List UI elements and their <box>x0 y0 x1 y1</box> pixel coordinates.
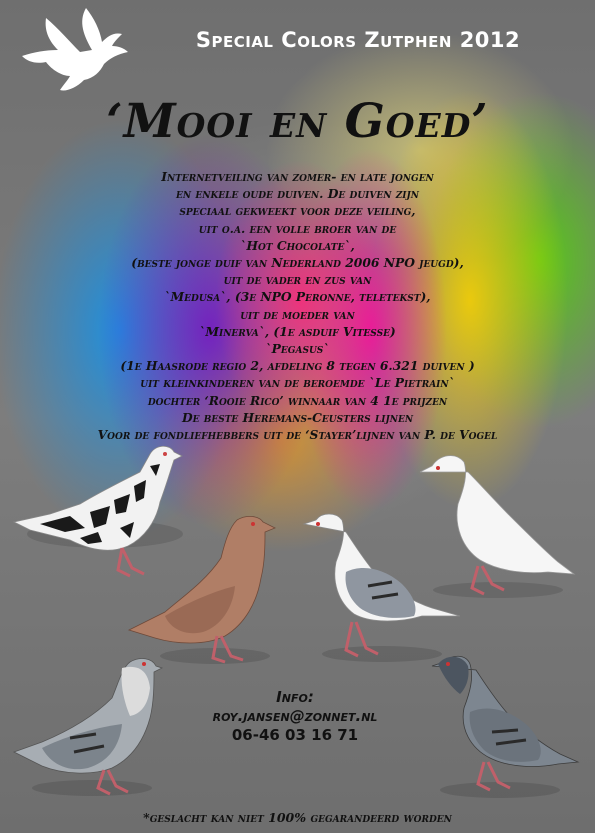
phone-number: 06-46 03 16 71 <box>231 726 359 744</box>
pigeon-grizzle-icon <box>12 654 164 798</box>
description-line: uit de moeder van <box>240 306 355 322</box>
dove-logo-icon <box>22 6 130 92</box>
email-address[interactable]: roy.jansen@zonnet.nl <box>212 707 378 725</box>
description-line: Internetveiling van zomer- en late jongen <box>161 169 434 184</box>
description-line: uit kleinkinderen van de beroemde `Le Pietrain` <box>140 375 455 391</box>
main-title: ‘Mooi en Goed’ <box>106 94 489 149</box>
description-line: en enkele oude duiven. De duiven zijn <box>175 186 420 202</box>
contact-info <box>150 688 440 745</box>
description-line: uit o.a. een volle broer van de <box>198 220 397 236</box>
description-line: (1e Haasrode regio 2, afdeling 8 tegen 6.321 duiven ) <box>120 358 475 374</box>
description-line: `Minerva`, (1e asduif Vitesse) <box>199 323 396 339</box>
description-line: dochter ‘Rooie Rico’ winnaar van 4 1e prijzen <box>147 392 448 408</box>
event-title: Special Colors Zutphen 2012 <box>195 28 521 52</box>
pigeon-red-brown-icon <box>125 512 280 668</box>
description-line: Voor de fondliefhebbers uit de ‘Stayer’lijnen van P. de Vogel <box>97 427 498 443</box>
pigeon-white-icon <box>418 450 576 600</box>
pigeon-blue-bar-icon <box>430 652 580 800</box>
info-label: Info: <box>276 688 314 706</box>
description-line: De beste Heremans-Ceusters lijnen <box>181 409 414 425</box>
description-line: uit de vader en zus van <box>223 272 372 288</box>
disclaimer: *geslacht kan niet 100% gegarandeerd worden <box>143 810 452 825</box>
description-line: (beste jonge duif van Nederland 2006 NPO jeugd), <box>131 255 464 271</box>
auction-description <box>0 168 595 443</box>
description-line: `Hot Chocolate`, <box>240 237 355 253</box>
description-line: `Pegasus` <box>265 341 330 357</box>
description-line: speciaal gekweekt voor deze veiling, <box>179 203 416 219</box>
description-line: `Medusa`, (3e NPO Peronne, teletekst), <box>164 289 431 305</box>
